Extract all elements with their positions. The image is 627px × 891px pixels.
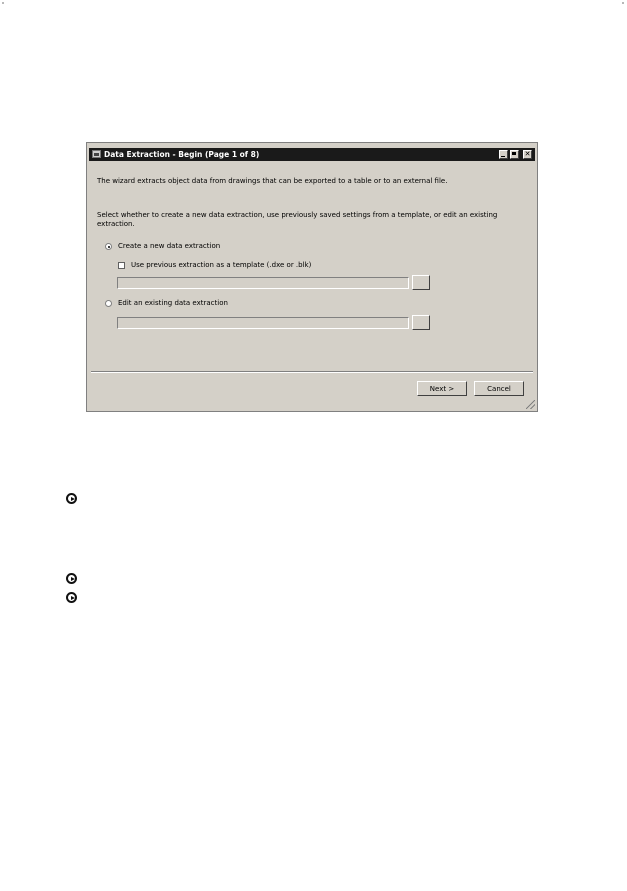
arrow-bullet-icon xyxy=(66,573,77,584)
arrow-bullet-icon xyxy=(66,493,77,504)
close-icon[interactable]: ✕ xyxy=(524,150,531,158)
dialog-title: Data Extraction - Begin (Page 1 of 8) xyxy=(104,150,260,159)
next-button[interactable]: Next > xyxy=(417,381,467,396)
maximize-icon[interactable] xyxy=(510,150,519,159)
corner-mark-left xyxy=(2,2,4,4)
title-bar xyxy=(89,148,535,161)
template-browse-button[interactable] xyxy=(412,275,430,290)
edit-existing-radio[interactable] xyxy=(105,300,112,307)
edit-path-field xyxy=(117,317,409,329)
wizard-instructions: Select whether to create a new data extraction, use previously saved settings from a template, or edit an existing extraction. xyxy=(97,211,498,228)
arrow-bullet-icon xyxy=(66,592,77,603)
footer-separator-highlight xyxy=(91,372,533,373)
cancel-button[interactable]: Cancel xyxy=(474,381,524,396)
create-new-radio[interactable] xyxy=(105,243,112,250)
edit-existing-label[interactable]: Edit an existing data extraction xyxy=(118,299,228,307)
template-path-field xyxy=(117,277,409,289)
create-new-label[interactable]: Create a new data extraction xyxy=(118,242,221,250)
corner-mark-right xyxy=(622,2,624,4)
wizard-description: The wizard extracts object data from drawings that can be exported to a table or to an external file. xyxy=(97,177,448,185)
data-extraction-dialog xyxy=(86,142,538,412)
use-template-checkbox[interactable] xyxy=(118,262,125,269)
minimize-icon[interactable] xyxy=(499,150,508,159)
app-icon xyxy=(92,150,101,158)
use-template-label[interactable]: Use previous extraction as a template (.dxe or .blk) xyxy=(131,261,312,269)
resize-grip-icon[interactable] xyxy=(526,400,535,409)
edit-browse-button[interactable] xyxy=(412,315,430,330)
